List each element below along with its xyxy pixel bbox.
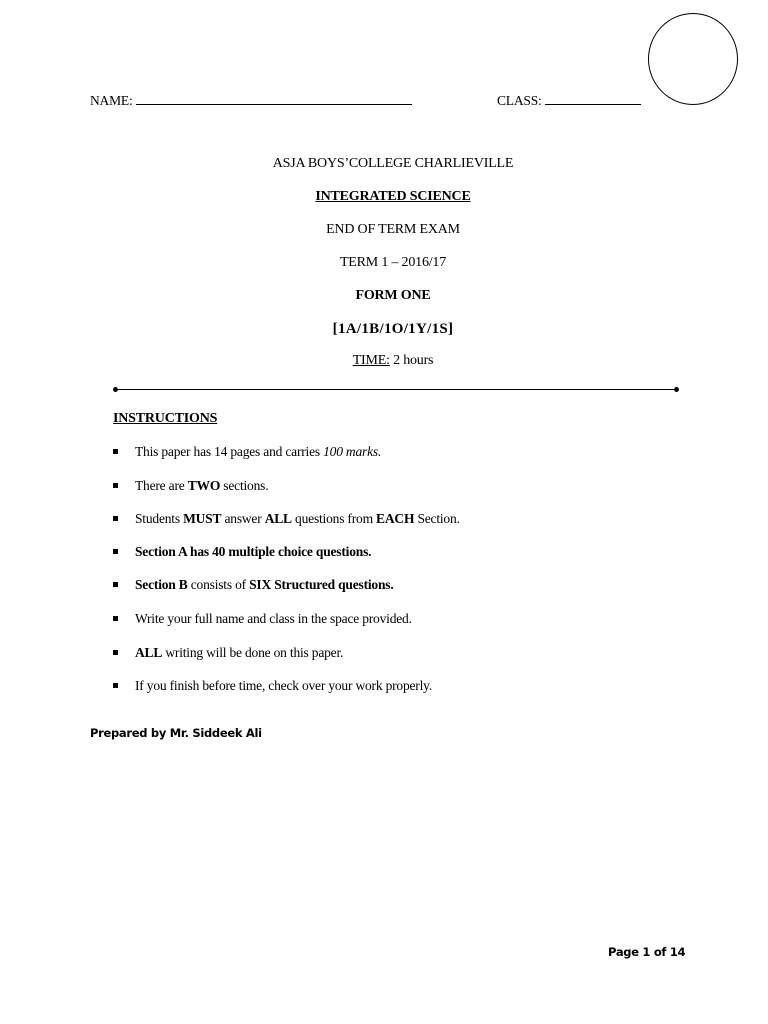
class-list: [1A/1B/1O/1Y/1S]	[332, 321, 454, 337]
instruction-text: If you finish before time, check over your work properly.	[135, 678, 432, 693]
class-label: CLASS:	[497, 93, 542, 108]
square-bullet-icon	[113, 516, 118, 521]
name-label: NAME:	[90, 93, 133, 108]
square-bullet-icon	[113, 683, 118, 688]
instruction-text: There are TWO sections.	[135, 478, 269, 493]
name-field	[90, 92, 412, 109]
exam-title: END OF TERM EXAM	[326, 222, 460, 237]
marks-circle	[648, 13, 738, 105]
instruction-text: ALL writing will be done on this paper.	[135, 645, 344, 660]
divider-right-dot	[674, 387, 679, 392]
name-blank-line[interactable]	[136, 92, 412, 105]
square-bullet-icon	[113, 616, 118, 621]
term-title: TERM 1 – 2016/17	[339, 255, 447, 270]
prepared-by: Prepared by Mr. Siddeek Ali	[90, 726, 262, 740]
time-value: 2 hours	[389, 353, 434, 368]
exam-duration	[0, 353, 768, 369]
school-name: ASJA BOYS’COLLEGE CHARLIEVILLE	[272, 156, 514, 171]
instruction-text: Section B consists of SIX Structured questions.	[135, 577, 394, 592]
instruction-text: This paper has 14 pages and carries 100 marks.	[135, 444, 382, 459]
time-label: TIME:	[352, 353, 390, 368]
class-field	[497, 92, 641, 109]
class-blank-line[interactable]	[545, 92, 641, 105]
instruction-text: Write your full name and class in the space provided.	[135, 611, 412, 626]
square-bullet-icon	[113, 449, 118, 454]
page-number: Page 1 of 14	[608, 945, 686, 959]
square-bullet-icon	[113, 483, 118, 488]
instruction-text: Students MUST answer ALL questions from EACH Section.	[135, 511, 460, 526]
square-bullet-icon	[113, 650, 118, 655]
instructions-heading: INSTRUCTIONS	[113, 411, 218, 426]
subject-title: INTEGRATED SCIENCE	[315, 189, 471, 204]
square-bullet-icon	[113, 549, 118, 554]
form-title: FORM ONE	[355, 288, 431, 303]
divider-left-dot	[113, 387, 118, 392]
instruction-text: Section A has 40 multiple choice questions.	[135, 544, 372, 559]
square-bullet-icon	[113, 582, 118, 587]
section-divider	[115, 389, 676, 390]
